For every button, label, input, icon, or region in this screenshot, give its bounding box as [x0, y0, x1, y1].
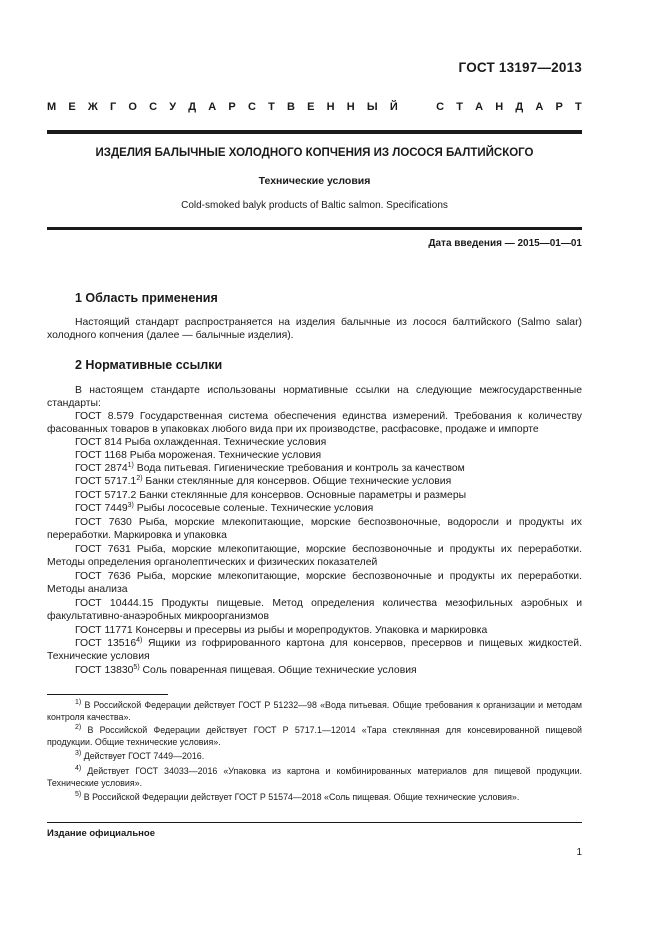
footnote-mark: 3) — [75, 750, 82, 757]
footnote-mark: 2) — [75, 724, 82, 731]
reference-title: Ящики из гофрированного картона для консервов, пресервов и пищевых жидкостей. Технические условия — [47, 638, 582, 663]
standard-type-letter: Р — [228, 101, 236, 113]
standard-type-letter: Р — [555, 101, 563, 113]
edition-divider — [47, 822, 582, 823]
normative-reference — [47, 436, 582, 449]
reference-code: ГОСТ 7630 — [75, 517, 132, 528]
standard-type-letter: С — [247, 101, 256, 113]
standard-type-letter: Й — [389, 101, 398, 113]
section-2-intro: В настоящем стандарте использованы нормативные ссылки на следующие межгосударственные стандарты: — [47, 385, 582, 410]
standard-type-letter: Т — [456, 101, 463, 113]
standard-type-letter: Т — [575, 101, 582, 113]
standard-type-letter: Т — [268, 101, 275, 113]
section-2-heading: 2 Нормативные ссылки — [75, 358, 223, 372]
standard-type-letter: С — [149, 101, 158, 113]
standard-type-letter: Г — [109, 101, 117, 113]
footnote — [47, 792, 582, 804]
normative-reference — [47, 597, 582, 623]
reference-code: ГОСТ 13830 — [75, 665, 134, 676]
section-1-text: Настоящий стандарт распространяется на изделия балычные из лосося балтийского (Salmo salar) холодного копчения (далее — балычные изделия). — [47, 317, 582, 342]
normative-reference — [47, 489, 582, 502]
standard-type-label — [47, 101, 582, 113]
footnote-text: В Российской Федерации действует ГОСТ Р 51574—2018 «Соль пищевая. Общие технические условия». — [81, 792, 520, 802]
reference-title: Рыба, морские млекопитающие, морские беспозвоночные, водоросли и продукты их переработки. Маркировка и упаковка — [47, 517, 582, 542]
footnote-text: Действует ГОСТ 34033—2016 «Упаковка из картона и комбинированных материалов для пищевой продукции. Технические условия». — [47, 766, 582, 788]
reference-title: Банки стеклянные для консервов. Основные параметры и размеры — [136, 490, 467, 501]
reference-title: Соль поваренная пищевая. Общие технические условия — [139, 665, 417, 676]
reference-title: Рыбы лососевые соленые. Технические условия — [133, 503, 374, 514]
reference-title: Вода питьевая. Гигиенические требования и контроль за качеством — [133, 463, 465, 474]
standard-type-letter: Д — [515, 101, 524, 113]
document-english-title: Cold-smoked balyk products of Baltic salmon. Specifications — [181, 200, 448, 211]
gost-code: ГОСТ 13197—2013 — [458, 60, 582, 75]
standard-type-letter: О — [128, 101, 137, 113]
reference-code: ГОСТ 2874 — [75, 463, 128, 474]
standard-type-gap — [410, 101, 424, 113]
reference-title: Рыба, морские млекопитающие, морские беспозвоночные и продукты их переработки. Методы определения органолептических и физических показателей — [47, 544, 582, 569]
reference-title: Продукты пищевые. Метод определения количества мезофильных аэробных и факультативно-анаэробных микроорганизмов — [47, 598, 582, 623]
reference-footnote-mark: 3) — [127, 502, 134, 509]
standard-type-letter: А — [208, 101, 217, 113]
normative-reference — [47, 516, 582, 542]
introduction-date: Дата введения — 2015—01—01 — [428, 238, 582, 249]
standard-type-letter: Е — [68, 101, 76, 113]
page-number: 1 — [576, 847, 582, 858]
standard-type-letter: Н — [326, 101, 335, 113]
standard-type-letter: А — [475, 101, 484, 113]
footnote-text: В Российской Федерации действует ГОСТ Р 51232—98 «Вода питьевая. Общие требования к организации и методам контроля качества». — [47, 700, 582, 722]
standard-type-letter: С — [436, 101, 445, 113]
footnote-divider — [47, 694, 168, 695]
standard-type-letter: Ж — [87, 101, 98, 113]
footnote — [47, 700, 582, 723]
standard-type-letter: М — [47, 101, 57, 113]
reference-title: Банки стеклянные для консервов. Общие технические условия — [142, 476, 452, 487]
reference-code: ГОСТ 5717.1 — [75, 476, 137, 487]
reference-footnote-mark: 2) — [136, 475, 143, 482]
normative-reference — [47, 664, 582, 677]
footnote — [47, 766, 582, 789]
footnote — [47, 725, 582, 748]
footnote-text: Действует ГОСТ 7449—2016. — [81, 751, 205, 761]
normative-reference — [47, 475, 582, 488]
standard-type-letter: У — [169, 101, 177, 113]
standard-type-letter: В — [286, 101, 295, 113]
footnote-text: В Российской Федерации действует ГОСТ Р 5717.1—12014 «Тара стеклянная для консевированной пищевой продукции. Общие технические условия». — [47, 725, 582, 747]
normative-reference — [47, 410, 582, 436]
footnote-mark: 1) — [75, 699, 82, 706]
reference-title: Рыба, морские млекопитающие, морские беспозвоночные и продукты их переработки. Методы анализа — [47, 571, 582, 596]
reference-code: ГОСТ 7449 — [75, 503, 128, 514]
reference-title: Рыба охлажденная. Технические условия — [121, 437, 327, 448]
standard-type-letter: Ы — [366, 101, 378, 113]
normative-reference — [47, 570, 582, 596]
reference-footnote-mark: 1) — [127, 462, 134, 469]
reference-code: ГОСТ 1168 — [75, 450, 127, 461]
footnote-mark: 4) — [75, 765, 82, 772]
reference-code: ГОСТ 11771 — [75, 625, 133, 636]
reference-code: ГОСТ 13516 — [75, 638, 137, 649]
reference-title: Государственная система обеспечения единства измерений. Требования к количеству фасованных товаров в упаковках любого вида при их производстве, расфасовке, продаже и импорте — [47, 411, 582, 436]
document-title: ИЗДЕЛИЯ БАЛЫЧНЫЕ ХОЛОДНОГО КОПЧЕНИЯ ИЗ ЛОСОСЯ БАЛТИЙСКОГО — [95, 147, 534, 159]
reference-code: ГОСТ 10444.15 — [75, 598, 154, 609]
footnote-mark: 5) — [75, 791, 82, 798]
footnote — [47, 751, 582, 763]
standard-type-letter: Е — [307, 101, 315, 113]
standard-type-letter: Н — [346, 101, 355, 113]
reference-footnote-mark: 5) — [133, 664, 140, 671]
reference-code: ГОСТ 7631 — [75, 544, 131, 555]
document-subtitle: Технические условия — [258, 175, 371, 187]
normative-reference — [47, 543, 582, 569]
normative-reference — [47, 462, 582, 475]
section-1-heading: 1 Область применения — [75, 291, 218, 305]
reference-title: Консервы и пресервы из рыбы и морепродуктов. Упаковка и маркировка — [132, 625, 488, 636]
reference-title: Рыба мороженая. Технические условия — [126, 450, 322, 461]
reference-code: ГОСТ 8.579 — [75, 411, 134, 422]
reference-code: ГОСТ 5717.2 — [75, 490, 137, 501]
reference-code: ГОСТ 7636 — [75, 571, 131, 582]
normative-reference — [47, 502, 582, 515]
reference-footnote-mark: 4) — [136, 637, 143, 644]
edition-label: Издание официальное — [47, 828, 155, 839]
standard-type-letter: А — [535, 101, 544, 113]
normative-reference — [47, 624, 582, 637]
standard-type-letter: Н — [495, 101, 504, 113]
header-divider — [47, 130, 582, 134]
normative-reference — [47, 449, 582, 462]
normative-reference — [47, 637, 582, 663]
reference-code: ГОСТ 814 — [75, 437, 122, 448]
standard-type-letter: Д — [188, 101, 197, 113]
title-divider — [47, 227, 582, 230]
